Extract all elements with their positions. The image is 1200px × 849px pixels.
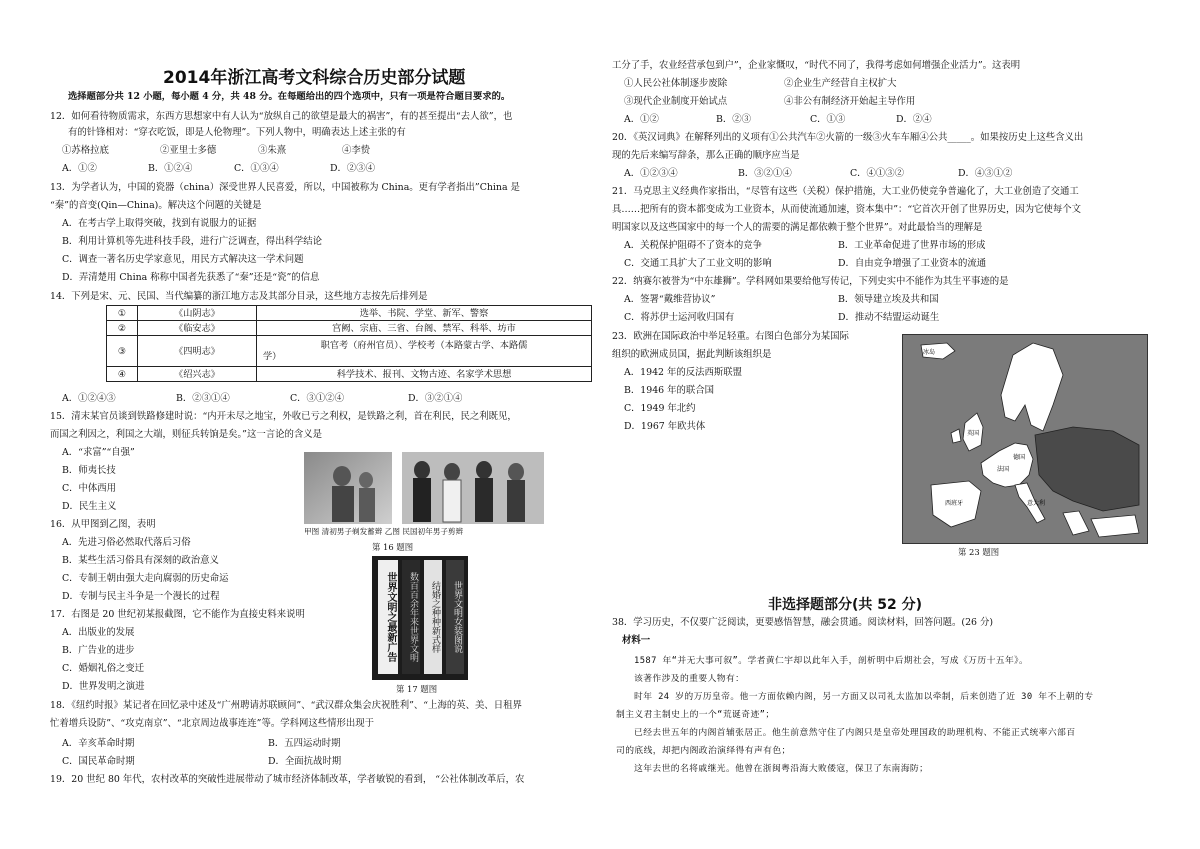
q14-stem: 14．下列是宋、元、民国、当代编纂的浙江地方志及其部分目录，这些地方志按先后排列是 <box>50 291 428 302</box>
map-label-spain: 西班牙 <box>945 500 964 507</box>
q23-caption: 第 23 题图 <box>958 547 1000 557</box>
q15-option-a[interactable]: A．“求富”“自强” <box>62 447 135 458</box>
q12-item-3: ③朱熹 <box>258 145 287 156</box>
q16-option-a[interactable]: A．先进习俗必然取代落后习俗 <box>62 537 191 548</box>
q20-stem-1: 20．《英汉词典》在解释列出的义项有①公共汽车②火箭的一级③火车车厢④公共_____。如果按历史上这些含义出 <box>612 132 1084 143</box>
q14-row4-content: 科学技术、报刊、文物古迹、名家学术思想 <box>257 367 592 382</box>
q13-option-d[interactable]: D．弄清楚用 China 称称中国者先获悉了“秦”还是“瓷”的信息 <box>62 272 320 283</box>
q14-option-c[interactable]: C．③①②④ <box>290 393 345 404</box>
q20-option-c[interactable]: C．④①③② <box>850 168 905 179</box>
q22-option-c[interactable]: C．将苏伊士运河收归国有 <box>624 312 735 323</box>
q17-option-b[interactable]: B．广告业的进步 <box>62 645 135 656</box>
newspaper-column-1: 世界文明之最新广告 <box>378 560 398 674</box>
q23-option-c[interactable]: C．1949 年北约 <box>624 403 696 414</box>
q22-option-a[interactable]: A．签署“戴维营协议” <box>624 294 716 305</box>
q21-option-c[interactable]: C．交通工具扩大了工业文明的影响 <box>624 258 772 269</box>
q14-row2-no: ② <box>107 321 138 336</box>
q19-stem-2: 工分了手，农业经营承包到户”，企业家慨叹，“时代不同了，我得考虑如何增强企业活力”。这表明 <box>612 60 1021 71</box>
q14-row3-content: 职官考（府州官员）、学校考（本路蒙古学、本路儒 <box>320 340 528 351</box>
q14-row3-cell <box>257 336 592 367</box>
q17-stem: 17．右图是 20 世纪初某报截图，它不能作为直接史料来说明 <box>50 609 305 620</box>
q21-stem-2: 具……把所有的资本都变成为工业资本，从而使流通加速，资本集中”：“它首次开创了世界历史，因为它使每个文 <box>612 204 1081 215</box>
q12-item-1: ①苏格拉底 <box>62 145 109 156</box>
q17-option-d[interactable]: D．世界发明之演进 <box>62 681 145 692</box>
q17-caption: 第 17 题图 <box>396 684 438 694</box>
table-row <box>107 306 592 321</box>
q21-option-d[interactable]: D．自由竞争增强了工业资本的流通 <box>838 258 987 269</box>
q17-option-c[interactable]: C．婚姻礼俗之变迁 <box>62 663 145 674</box>
q19-item-3: ③现代企业制度开始试点 <box>624 96 728 107</box>
q38-m6: 司的底线，却把内阁政治演绎得有声有色； <box>616 746 791 756</box>
q20-stem-2: 现的先后来编写辞条，那么正确的顺序应当是 <box>612 150 800 161</box>
q14-row4-name: 《绍兴志》 <box>138 367 257 382</box>
q22-stem: 22．纳赛尔被誉为“中东雄狮”。学科网如果要给他写传记，下列史实中不能作为其生平事迹的是 <box>612 276 1009 287</box>
q14-row1-content: 选举、书院、学堂、新军、警察 <box>257 306 592 321</box>
q17-option-a[interactable]: A．出版业的发展 <box>62 627 135 638</box>
q14-row1-no: ① <box>107 306 138 321</box>
q23-option-a[interactable]: A．1942 年的反法西斯联盟 <box>624 367 742 378</box>
newspaper-column-3: 结婚之种种新式样 <box>424 560 442 674</box>
q16-figure <box>302 450 548 540</box>
q22-option-b[interactable]: B．领导建立埃及共和国 <box>838 294 939 305</box>
q14-option-a[interactable]: A．①②④③ <box>62 393 116 404</box>
q18-option-c[interactable]: C．国民革命时期 <box>62 756 135 767</box>
q16-photo-label: 甲图 清初男子剃发蓄辫 乙图 民国初年男子剪辫 <box>304 527 464 536</box>
q12-option-a[interactable]: A．①② <box>62 163 97 174</box>
q38-m5: 已经去世五年的内阁首辅张居正。他生前意然守住了内阁只是皇帝处理国政的助理机构、不能正式统率六部百 <box>634 728 1076 738</box>
q14-row3-content-cont: 学） <box>263 351 282 362</box>
q38-material-label: 材料一 <box>622 635 651 646</box>
q23-stem-1: 23．欧洲在国际政治中举足轻重。右图白色部分为某国际 <box>612 331 849 342</box>
q19-stem-1: 19．20 世纪 80 年代，农村改革的突破性进展带动了城市经济体制改革，学者敏锐的看到， “公社体制改革后，农 <box>50 774 525 785</box>
q38-m1: 1587 年“并无大事可叙”。学者黄仁宇却以此年入手，剖析明中后期社会，写成《万历十五年》。 <box>634 656 1029 666</box>
q23-option-b[interactable]: B．1946 年的联合国 <box>624 385 714 396</box>
q16-option-b[interactable]: B．某些生活习俗具有深刻的政治意义 <box>62 555 219 566</box>
q38-stem: 38．学习历史，不仅要广泛阅读，更要感悟智慧，融会贯通。阅读材料，回答问题。(26 分) <box>612 617 994 628</box>
q19-item-2: ②企业生产经营自主权扩大 <box>784 78 897 89</box>
q15-stem-1: 15．清末某官员谈到铁路修建时说：“内开未尽之地宝，外收已亏之利权，是铁路之利，首在利民，民之利既见， <box>50 411 517 422</box>
q15-stem-2: 而国之利因之，利国之大端，则征兵转饷是矣。”这一言论的含义是 <box>50 429 322 440</box>
table-row <box>107 321 592 336</box>
q15-option-b[interactable]: B．师夷长技 <box>62 465 116 476</box>
q19-item-4: ④非公有制经济开始起主导作用 <box>784 96 916 107</box>
europe-map <box>903 335 1147 543</box>
q23-map <box>902 334 1148 544</box>
q19-option-b[interactable]: B．②③ <box>716 114 752 125</box>
q14-row1-name: 《山阴志》 <box>138 306 257 321</box>
q21-stem-3: 明国家以及这些国家中的每一个人的需要的满足都依赖于整个世界”。对此最恰当的理解是 <box>612 222 983 233</box>
q21-stem-1: 21．马克思主义经典作家指出，“尽管有这些（关税）保护措施，大工业仍使竞争普遍化了，大工业创造了交通工 <box>612 186 1079 197</box>
q19-option-d[interactable]: D．②④ <box>896 114 932 125</box>
q21-option-a[interactable]: A．关税保护阻碍不了资本的竞争 <box>624 240 763 251</box>
q22-option-d[interactable]: D．推动不结盟运动诞生 <box>838 312 940 323</box>
turkey-shape <box>1091 515 1139 537</box>
q23-option-d[interactable]: D．1967 年欧共体 <box>624 421 706 432</box>
q13-stem-2: “秦”的音变(Qin—China)。解决这个问题的关键是 <box>50 200 262 211</box>
q18-stem-2: 忙着增兵设防”、“攻克南京”、“北京周边战事连连”等。学科网这些情形出现于 <box>50 718 374 729</box>
q12-stem-1: 12．如何看待物质需求，东西方思想家中有人认为“放纵自己的欲望是最大的祸害”，有的甚至提出“去人欲”，也 <box>50 111 513 122</box>
q12-item-4: ④李贽 <box>342 145 371 156</box>
q12-option-c[interactable]: C．①③④ <box>234 163 279 174</box>
q14-row4-no: ④ <box>107 367 138 382</box>
q14-row3-name: 《四明志》 <box>138 336 257 367</box>
q12-option-b[interactable]: B．①②④ <box>148 163 193 174</box>
q12-option-d[interactable]: D．②③④ <box>330 163 376 174</box>
q15-option-d[interactable]: D．民生主义 <box>62 501 117 512</box>
q18-option-d[interactable]: D．全面抗战时期 <box>268 756 342 767</box>
q23-stem-2: 组织的欧洲成员国，据此判断该组织是 <box>612 349 772 360</box>
map-label-britain: 英国 <box>967 430 980 437</box>
newspaper-column-4: 世界文明女装图说 <box>446 560 464 674</box>
q15-option-c[interactable]: C．中体西用 <box>62 483 117 494</box>
q14-table <box>106 305 592 382</box>
section2-title: 非选择题部分(共 52 分) <box>768 597 923 613</box>
q19-item-1: ①人民公社体制逐步废除 <box>624 78 728 89</box>
q13-stem-1: 13．为学者认为，中国的瓷器（china）深受世界人民喜爱，所以，中国被称为 China。更有学者指出”China 是 <box>50 182 520 193</box>
q16-option-c[interactable]: C．专制王朝由强大走向腐弱的历史命运 <box>62 573 229 584</box>
q18-option-a[interactable]: A．辛亥革命时期 <box>62 738 135 749</box>
q17-figure <box>372 556 468 680</box>
q14-option-b[interactable]: B．②③①④ <box>176 393 230 404</box>
newspaper-column-2: 数百百余年来世界文明 <box>402 560 420 674</box>
q20-option-a[interactable]: A．①②③④ <box>624 168 678 179</box>
map-label-iceland: 冰岛 <box>923 349 936 356</box>
q19-option-a[interactable]: A．①② <box>624 114 659 125</box>
q21-option-b[interactable]: B．工业革命促进了世界市场的形成 <box>838 240 986 251</box>
q19-option-c[interactable]: C．①③ <box>810 114 846 125</box>
q14-option-d[interactable]: D．③②①④ <box>408 393 463 404</box>
q14-row2-content: 宫阙、宗庙、三省、台阁、禁军、科举、坊市 <box>257 321 592 336</box>
q12-stem-2: 有的针锋相对：“穿衣吃饭，即是人伦物理”。下列人物中，明确表达上述主张的有 <box>68 127 406 138</box>
section-intro: 选择题部分共 12 小题，每小题 4 分，共 48 分。在每题给出的四个选项中，只有一项是符合题目要求的。 <box>68 91 511 102</box>
q16-caption: 第 16 题图 <box>372 542 414 552</box>
q20-option-b[interactable]: B．③②①④ <box>738 168 792 179</box>
q16-option-d[interactable]: D．专制与民主斗争是一个漫长的过程 <box>62 591 220 602</box>
q14-row3-no: ③ <box>107 336 138 367</box>
map-label-france: 法国 <box>997 466 1010 473</box>
q38-m4: 制主义君主制史上的一个“荒诞奇迹”； <box>616 710 775 720</box>
table-row <box>107 367 592 382</box>
q13-option-c[interactable]: C．调查一著名历史学家意见，用民方式解决这一学术问题 <box>62 254 304 265</box>
q13-option-a[interactable]: A．在考古学上取得突破，找到有说服力的证据 <box>62 218 257 229</box>
q20-option-d[interactable]: D．④③①② <box>958 168 1013 179</box>
q38-m2: 该著作涉及的重要人物有： <box>634 674 745 684</box>
q38-m7: 这年去世的名将戚继光。他曾在浙闽粤沿海大败倭寇，保卫了东南海防； <box>634 764 929 774</box>
map-label-italy: 意大利 <box>1027 500 1046 507</box>
q18-stem-1: 18．《纽约时报》某记者在回忆录中述及“广州聘请苏联顾问”、“武汉群众集会庆祝胜利”、“上海的英、美、日租界 <box>50 700 522 711</box>
q12-item-2: ②亚里士多德 <box>160 145 217 156</box>
q13-option-b[interactable]: B．利用计算机等先进科技手段，进行广泛调查，得出科学结论 <box>62 236 323 247</box>
q14-row2-name: 《临安志》 <box>138 321 257 336</box>
q38-m3: 时年 24 岁的万历皇帝。他一方面依赖内阁，另一方面又以司礼太监加以牵制，后来创造了近 30 年不上朝的专 <box>634 692 1094 702</box>
page-title: 2014年浙江高考文科综合历史部分试题 <box>163 68 466 88</box>
map-label-germany: 德国 <box>1013 454 1026 461</box>
q16-stem: 16．从甲图到乙图，表明 <box>50 519 156 530</box>
table-row <box>107 336 592 367</box>
q18-option-b[interactable]: B．五四运动时期 <box>268 738 341 749</box>
